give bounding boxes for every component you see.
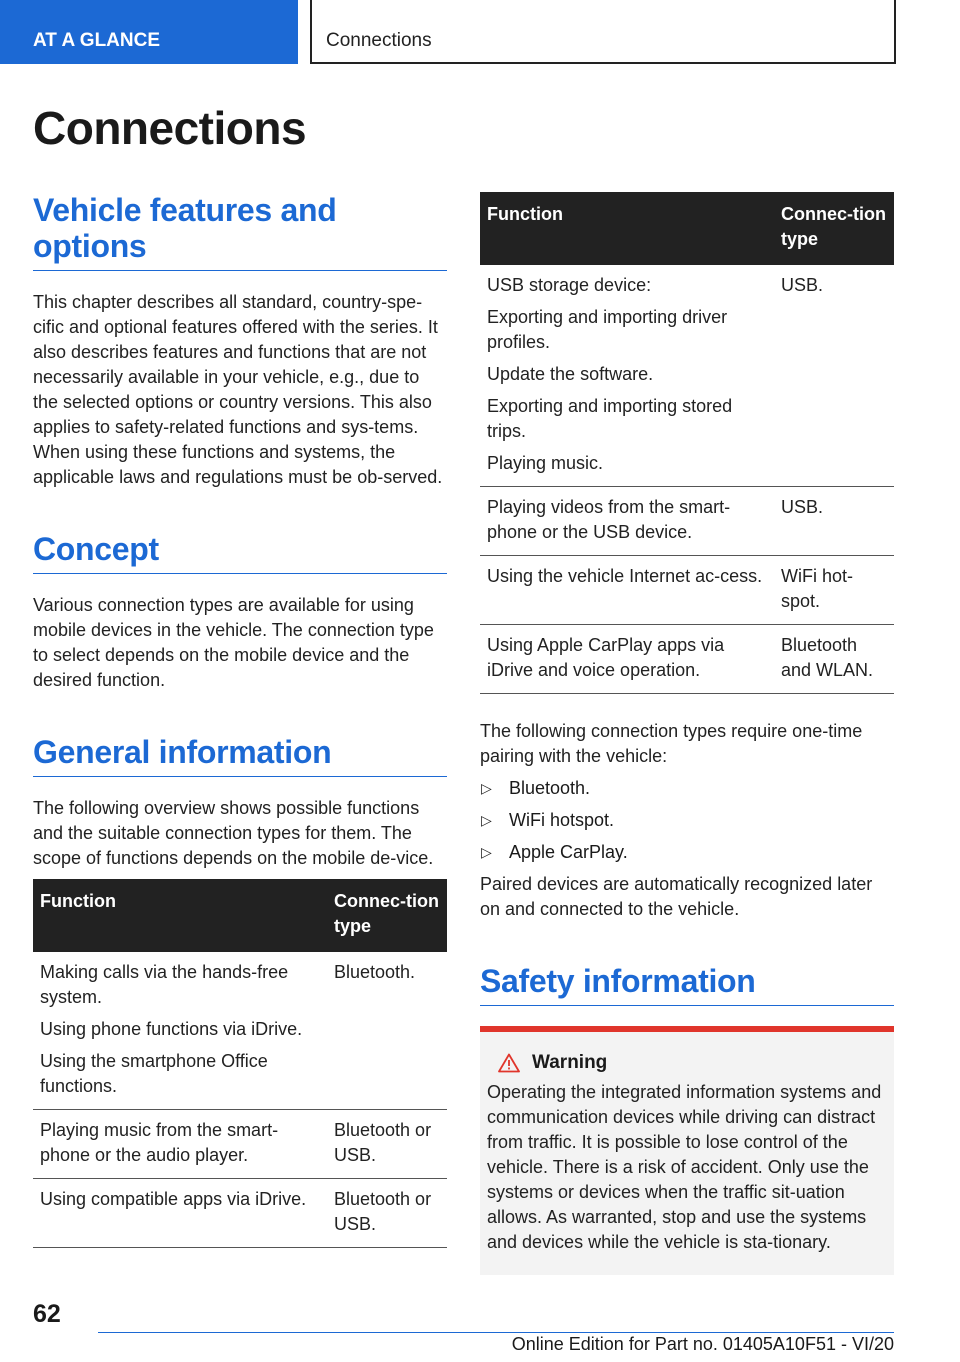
concept-paragraph: Various connection types are available for using mobile devices in the vehicle. The connection type to select depends on the mobile device and the desired function. — [33, 595, 434, 690]
list-item-text: Apple CarPlay. — [509, 842, 628, 862]
connection-type-cell: Bluetooth or USB. — [327, 1110, 447, 1179]
function-cell — [33, 1179, 327, 1248]
heading-general-information: General information — [33, 734, 447, 777]
table-header-function: Function — [33, 879, 327, 952]
connection-type-cell: Bluetooth and WLAN. — [774, 625, 894, 694]
list-item — [480, 840, 894, 865]
list-item-text: WiFi hotspot. — [509, 810, 615, 830]
function-line: Making calls via the hands-free system. — [40, 962, 289, 1007]
function-line: Exporting and importing driver profiles. — [487, 307, 728, 352]
function-cell — [33, 1110, 327, 1179]
function-cell — [33, 952, 327, 1110]
warning-triangle-icon — [498, 1053, 520, 1073]
connection-type-cell: WiFi hot-spot. — [774, 556, 894, 625]
table-row — [33, 1179, 447, 1248]
header-section-title: Connections — [310, 0, 896, 64]
footer-divider — [98, 1332, 894, 1333]
function-cell — [480, 556, 774, 625]
function-cell — [480, 487, 774, 556]
heading-vehicle-features: Vehicle features and options — [33, 192, 447, 271]
table-row — [33, 952, 447, 1110]
right-column — [480, 192, 894, 1275]
function-line: Playing music. — [487, 453, 604, 473]
function-line: Using the vehicle Internet ac-cess. — [487, 566, 763, 586]
triangle-bullet-icon: ▷ — [481, 812, 492, 828]
warning-title-text: Warning — [532, 1052, 608, 1073]
table-header-connection-type: Connec-tion type — [327, 879, 447, 952]
table-header-function: Function — [480, 192, 774, 265]
left-column — [33, 192, 447, 1248]
connection-type-cell: Bluetooth or USB. — [327, 1179, 447, 1248]
function-cell — [480, 265, 774, 487]
table-row — [33, 1110, 447, 1179]
function-line: Playing videos from the smart-phone or the USB device. — [487, 497, 731, 542]
footer-edition: Online Edition for Part no. 01405A10F51 - VI/20 — [511, 1334, 894, 1354]
connection-type-cell: USB. — [774, 487, 894, 556]
function-line: Using phone functions via iDrive. — [40, 1019, 303, 1039]
pairing-outro: Paired devices are automatically recognized later on and connected to the vehicle. — [480, 874, 873, 919]
triangle-bullet-icon: ▷ — [481, 844, 492, 860]
connection-type-cell: Bluetooth. — [327, 952, 447, 1110]
table-row — [480, 625, 894, 694]
table-row — [480, 556, 894, 625]
table-row — [480, 265, 894, 487]
heading-safety-information: Safety information — [480, 963, 894, 1006]
heading-concept: Concept — [33, 531, 447, 574]
warning-box — [480, 1026, 894, 1275]
general-paragraph: The following overview shows possible functions and the suitable connection types for them. The scope of functions depends on the mobile de-vice. — [33, 798, 434, 868]
function-cell — [480, 625, 774, 694]
table-row — [480, 487, 894, 556]
function-line: Using Apple CarPlay apps via iDrive and voice operation. — [487, 635, 725, 680]
list-item-text: Bluetooth. — [509, 778, 591, 798]
function-line: Playing music from the smart-phone or the audio player. — [40, 1120, 279, 1165]
function-line: Exporting and importing stored trips. — [487, 396, 733, 441]
warning-title — [487, 1052, 886, 1074]
triangle-bullet-icon: ▷ — [481, 780, 492, 796]
page-title: Connections — [33, 102, 307, 154]
connection-type-cell: USB. — [774, 265, 894, 487]
function-line: Using the smartphone Office functions. — [40, 1051, 268, 1096]
header-chapter-tab: AT A GLANCE — [0, 0, 298, 64]
list-item — [480, 808, 894, 833]
function-line: USB storage device: — [487, 275, 652, 295]
page-number: 62 — [33, 1300, 61, 1328]
function-line: Using compatible apps via iDrive. — [40, 1189, 307, 1209]
table-header-connection-type: Connec-tion type — [774, 192, 894, 265]
features-paragraph: This chapter describes all standard, country-spe-cific and optional features offered with the series. It also describes features and functions that are not necessarily available in your vehicle, e.g., due to the selected options or country versions. This also applies to safety-related functions and sys-tems. When using these functions and systems, the applicable laws and regulations must be ob-served. — [33, 292, 443, 487]
pairing-intro: The following connection types require one-time pairing with the vehicle: — [480, 721, 863, 766]
function-table-left — [33, 879, 447, 1248]
function-line: Update the software. — [487, 364, 654, 384]
list-item — [480, 776, 894, 801]
warning-text: Operating the integrated information systems and communication devices while driving can distract from traffic. It is possible to lose control of the vehicle. There is a risk of accident. Only use the systems or devices when the traffic sit-uation allows. As warranted, stop and use the systems and devices while the vehicle is sta-tionary. — [487, 1082, 882, 1252]
pairing-list — [480, 776, 894, 865]
function-table-right — [480, 192, 894, 694]
